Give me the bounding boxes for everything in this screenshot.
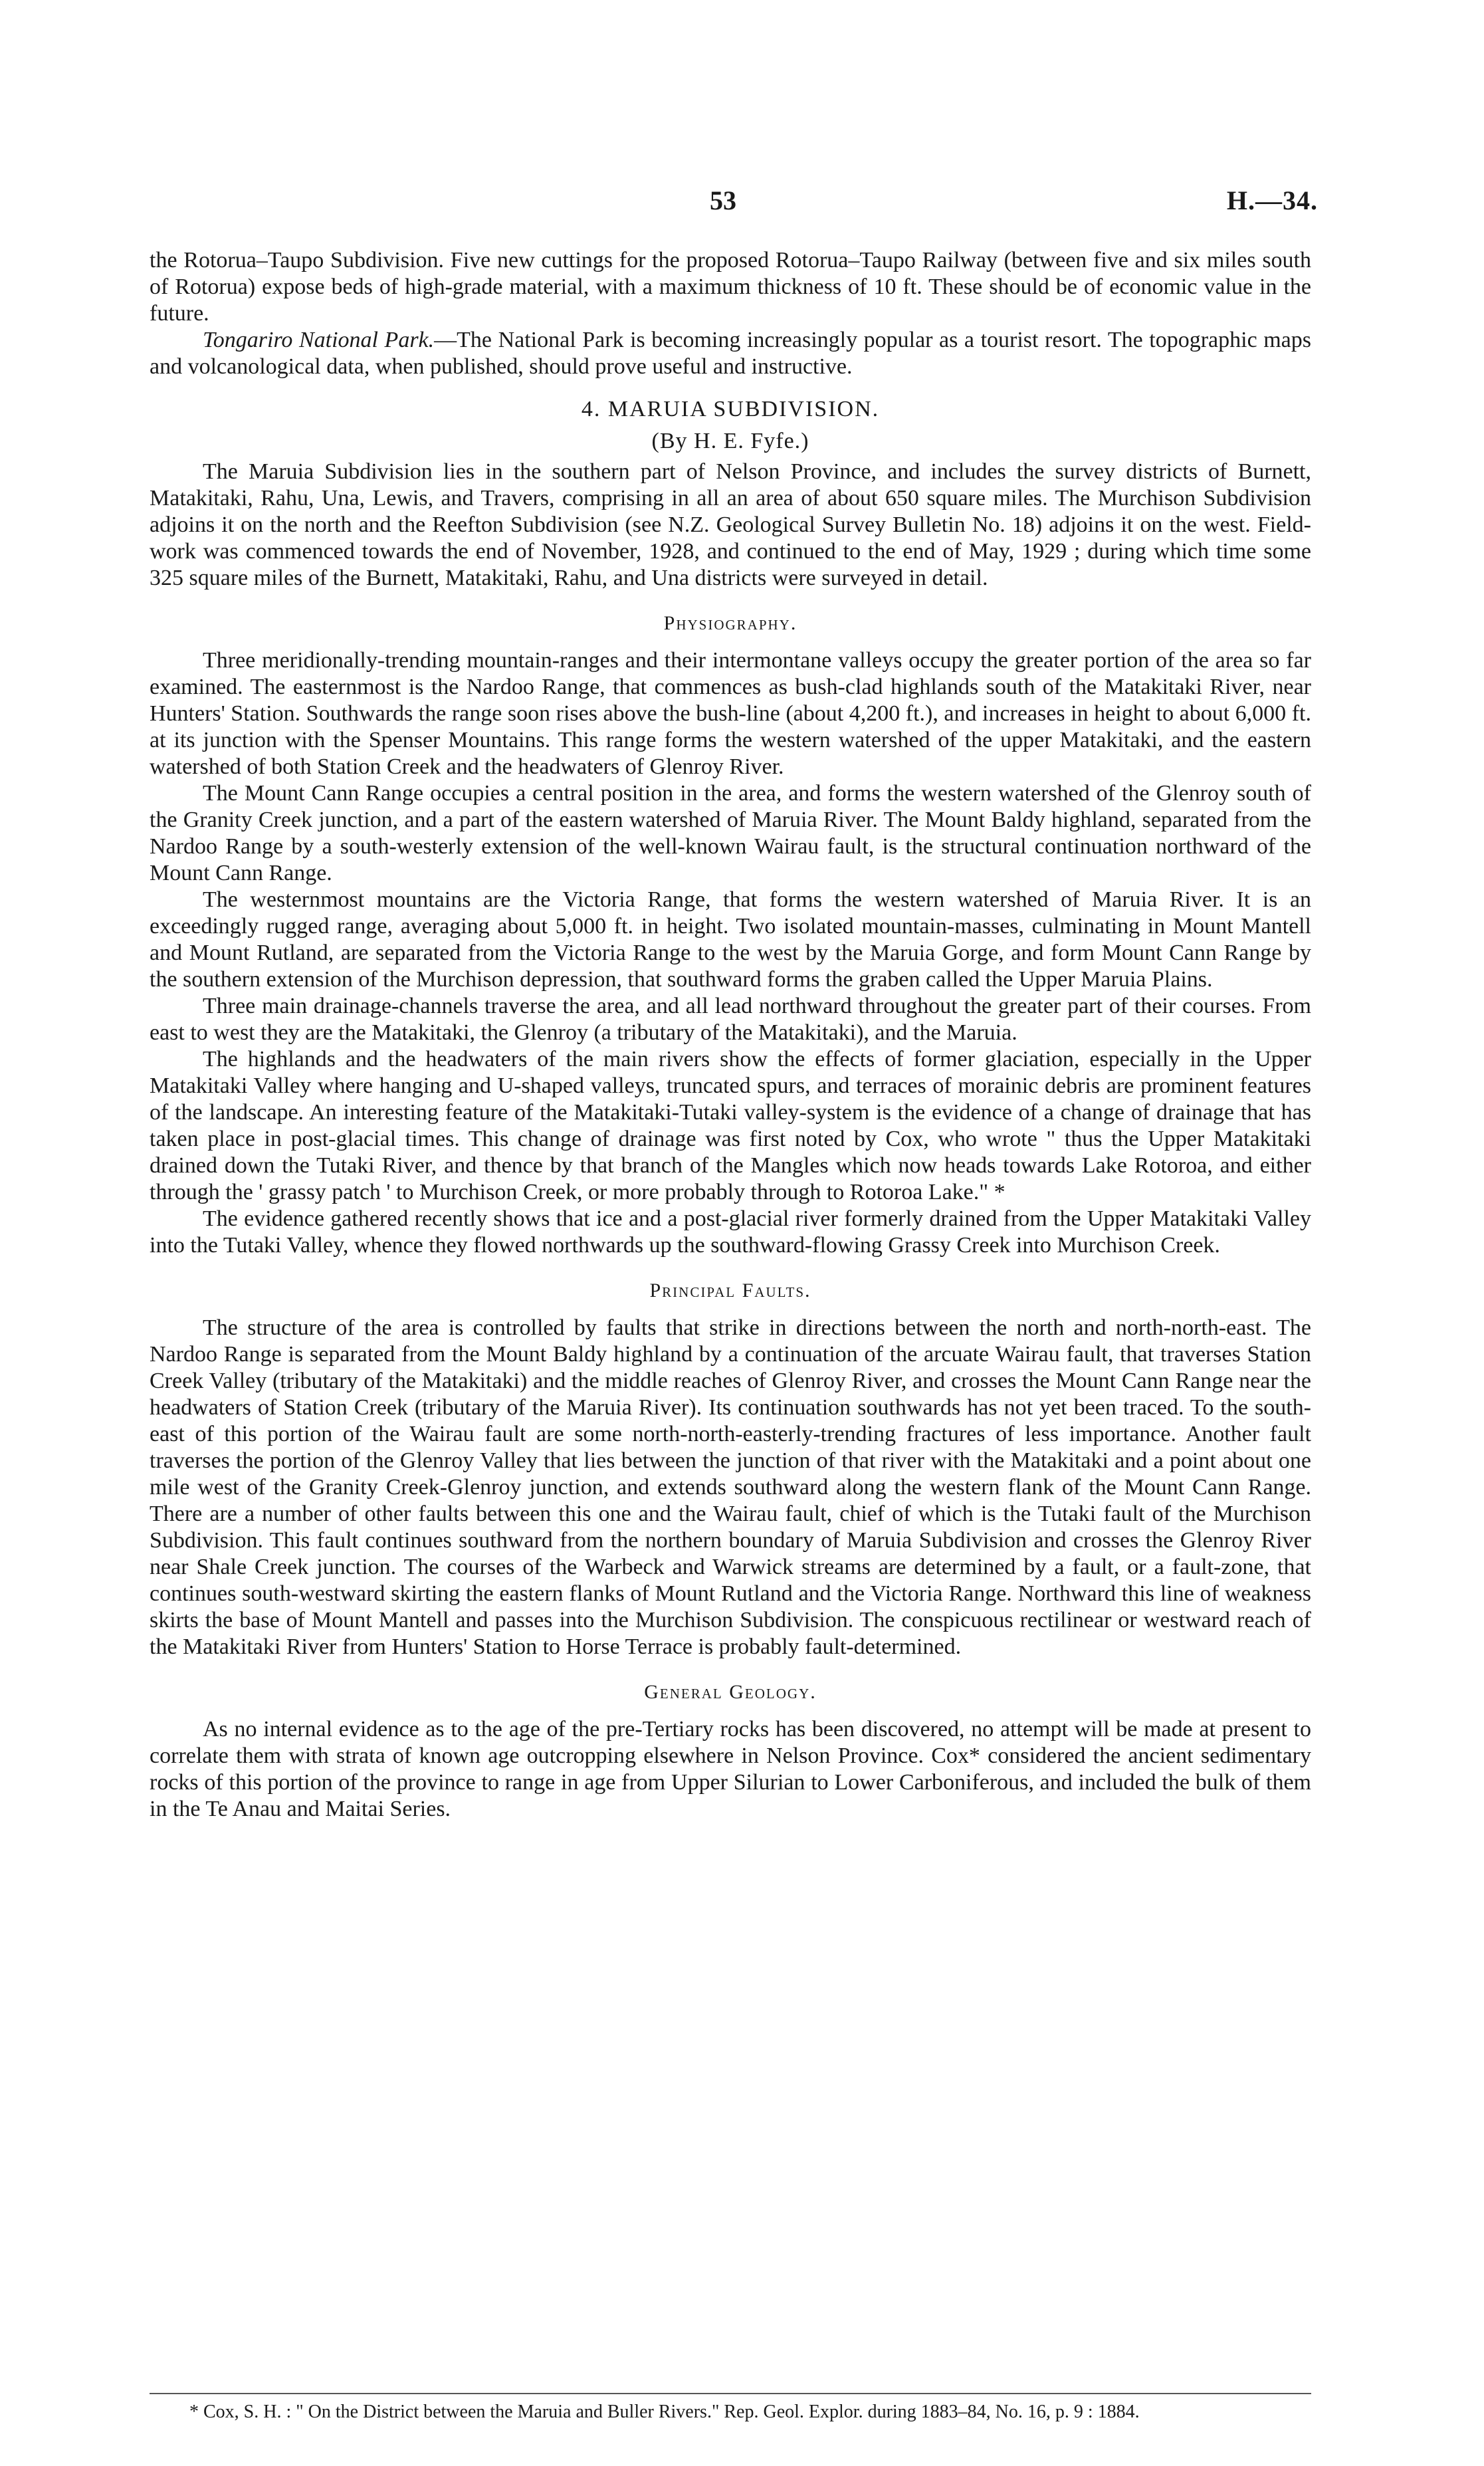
page-number: 53 [710, 185, 736, 215]
section-title: 4. MARUIA SUBDIVISION. [581, 397, 880, 421]
page-header [0, 185, 1484, 218]
heading-general-geology: General Geology. [644, 1681, 817, 1703]
footnote: * Cox, S. H. : " On the District between the Maruia and Buller Rivers." Rep. Geol. Explor. during 1883–84, No. 16, p. 9 : 1884. [189, 2402, 1140, 2422]
paragraph-drainage: Three main drainage-channels traverse the area, and all lead northward throughout the greater part of their courses. From east to west they are the Matakitaki, the Glenroy (a tributary of the Matakitaki), and the Maruia. [150, 994, 1311, 1045]
tongariro-heading: Tongariro National Park. [203, 328, 435, 352]
author-byline: (By H. E. Fyfe.) [651, 429, 809, 453]
heading-physiography: Physiography. [663, 612, 797, 634]
paragraph-glaciation: The highlands and the headwaters of the main rivers show the effects of former glaciation, especially in the Upper Matakitaki Valley where hanging and U-shaped valleys, truncated spurs, and terraces of morainic debris are prominent features of the landscape. An interesting feature of the Matakitaki-Tutaki valley-system is the evidence of a change of drainage that has taken place in post-glacial times. This change of drainage was first noted by Cox, who wrote " thus the Upper Matakitaki drained down the Tutaki River, and thence by that branch of the Mangles which now heads towards Lake Rotoroa, and either through the ' grassy patch ' to Murchison Creek, or more probably through to Rotoroa Lake." * [150, 1047, 1311, 1204]
heading-principal-faults: Principal Faults. [649, 1280, 811, 1301]
document-reference: H.—34. [1226, 185, 1318, 215]
paragraph-ranges: Three meridionally-trending mountain-ranges and their intermontane valleys occupy the greater portion of the area so far examined. The easternmost is the Nardoo Range, that commences as bush-clad highlands south of the Matakitaki River, near Hunters' Station. Southwards the range soon rises above the bush-line (about 4,200 ft.), and increases in height to about 6,000 ft. at its junction with the Spenser Mountains. This range forms the western watershed of the upper Matakitaki, and the eastern watershed of both Station Creek and the headwaters of Glenroy River. [150, 648, 1311, 779]
body-text [150, 247, 1311, 1823]
footnote-divider [150, 2393, 1311, 2394]
paragraph-geology: As no internal evidence as to the age of the pre-Tertiary rocks has been discovered, no attempt will be made at present to correlate them with strata of known age outcropping elsewhere in Nelson Province. Cox* considered the ancient sedimentary rocks of this portion of the province to range in age from Upper Silurian to Lower Carboniferous, and included the bulk of them in the Te Anau and Maitai Series. [150, 1717, 1311, 1821]
paragraph-rotorua-taupo: the Rotorua–Taupo Subdivision. Five new cuttings for the proposed Rotorua–Taupo Railway (between five and six miles south of Rotorua) expose beds of high-grade material, with a maximum thickness of 10 ft. These should be of economic value in the future. [150, 248, 1311, 326]
paragraph-victoria-range: The westernmost mountains are the Victoria Range, that forms the western watershed of Maruia River. It is an exceedingly rugged range, averaging about 5,000 ft. in height. Two isolated mountain-masses, culminating in Mount Mantell and Mount Rutland, are separated from the Victoria Range to the west by the Maruia Gorge, and form Mount Cann Range by the southern extension of the Murchison depression, that southward forms the graben called the Upper Maruia Plains. [150, 887, 1311, 992]
tongariro-text: —The National Park is becoming increasingly popular as a tourist resort. The topographic maps and volcanological data, when published, should prove useful and instructive. [150, 328, 1311, 379]
paragraph-intro: The Maruia Subdivision lies in the southern part of Nelson Province, and includes the survey districts of Burnett, Matakitaki, Rahu, Una, Lewis, and Travers, comprising in all an area of about 650 square miles. The Murchison Subdivision adjoins it on the north and the Reefton Subdivision (see N.Z. Geological Survey Bulletin No. 18) adjoins it on the west. Field-work was commenced towards the end of November, 1928, and continued to the end of May, 1929 ; during which time some 325 square miles of the Burnett, Matakitaki, Rahu, and Una districts were surveyed in detail. [150, 459, 1311, 590]
paragraph-tongariro [150, 327, 1311, 380]
paragraph-faults: The structure of the area is controlled by faults that strike in directions between the north and north-north-east. The Nardoo Range is separated from the Mount Baldy highland by a continuation of the arcuate Wairau fault, that traverses Station Creek Valley (tributary of the Matakitaki) and the middle reaches of Glenroy River, and crosses the Mount Cann Range near the headwaters of Station Creek (tributary of the Maruia River). Its continuation southwards has not yet been traced. To the south-east of this portion of the Wairau fault are some north-north-easterly-trending fractures of less importance. Another fault traverses the portion of the Glenroy Valley that lies between the junction of that river with the Matakitaki and a point about one mile west of the Granity Creek-Glenroy junction, and extends southward along the western flank of the Mount Cann Range. There are a number of other faults between this one and the Wairau fault, chief of which is the Tutaki fault of the Murchison Subdivision. This fault continues southward from the northern boundary of Maruia Subdivision and crosses the Glenroy River near Shale Creek junction. The courses of the Warbeck and Warwick streams are determined by a fault, or a fault-zone, that continues south-westward skirting the eastern flanks of Mount Rutland and the Victoria Range. Northward this line of weakness skirts the base of Mount Mantell and passes into the Murchison Subdivision. The conspicuous rectilinear or westward reach of the Matakitaki River from Hunters' Station to Horse Terrace is probably fault-determined. [150, 1315, 1311, 1659]
paragraph-mount-cann: The Mount Cann Range occupies a central position in the area, and forms the western watershed of the Glenroy south of the Granity Creek junction, and a part of the eastern watershed of Maruia River. The Mount Baldy highland, separated from the Nardoo Range by a south-westerly extension of the well-known Wairau fault, is the structural continuation northward of the Mount Cann Range. [150, 781, 1311, 885]
paragraph-evidence: The evidence gathered recently shows that ice and a post-glacial river formerly drained from the Upper Matakitaki Valley into the Tutaki Valley, whence they flowed northwards up the southward-flowing Grassy Creek into Murchison Creek. [150, 1206, 1311, 1258]
